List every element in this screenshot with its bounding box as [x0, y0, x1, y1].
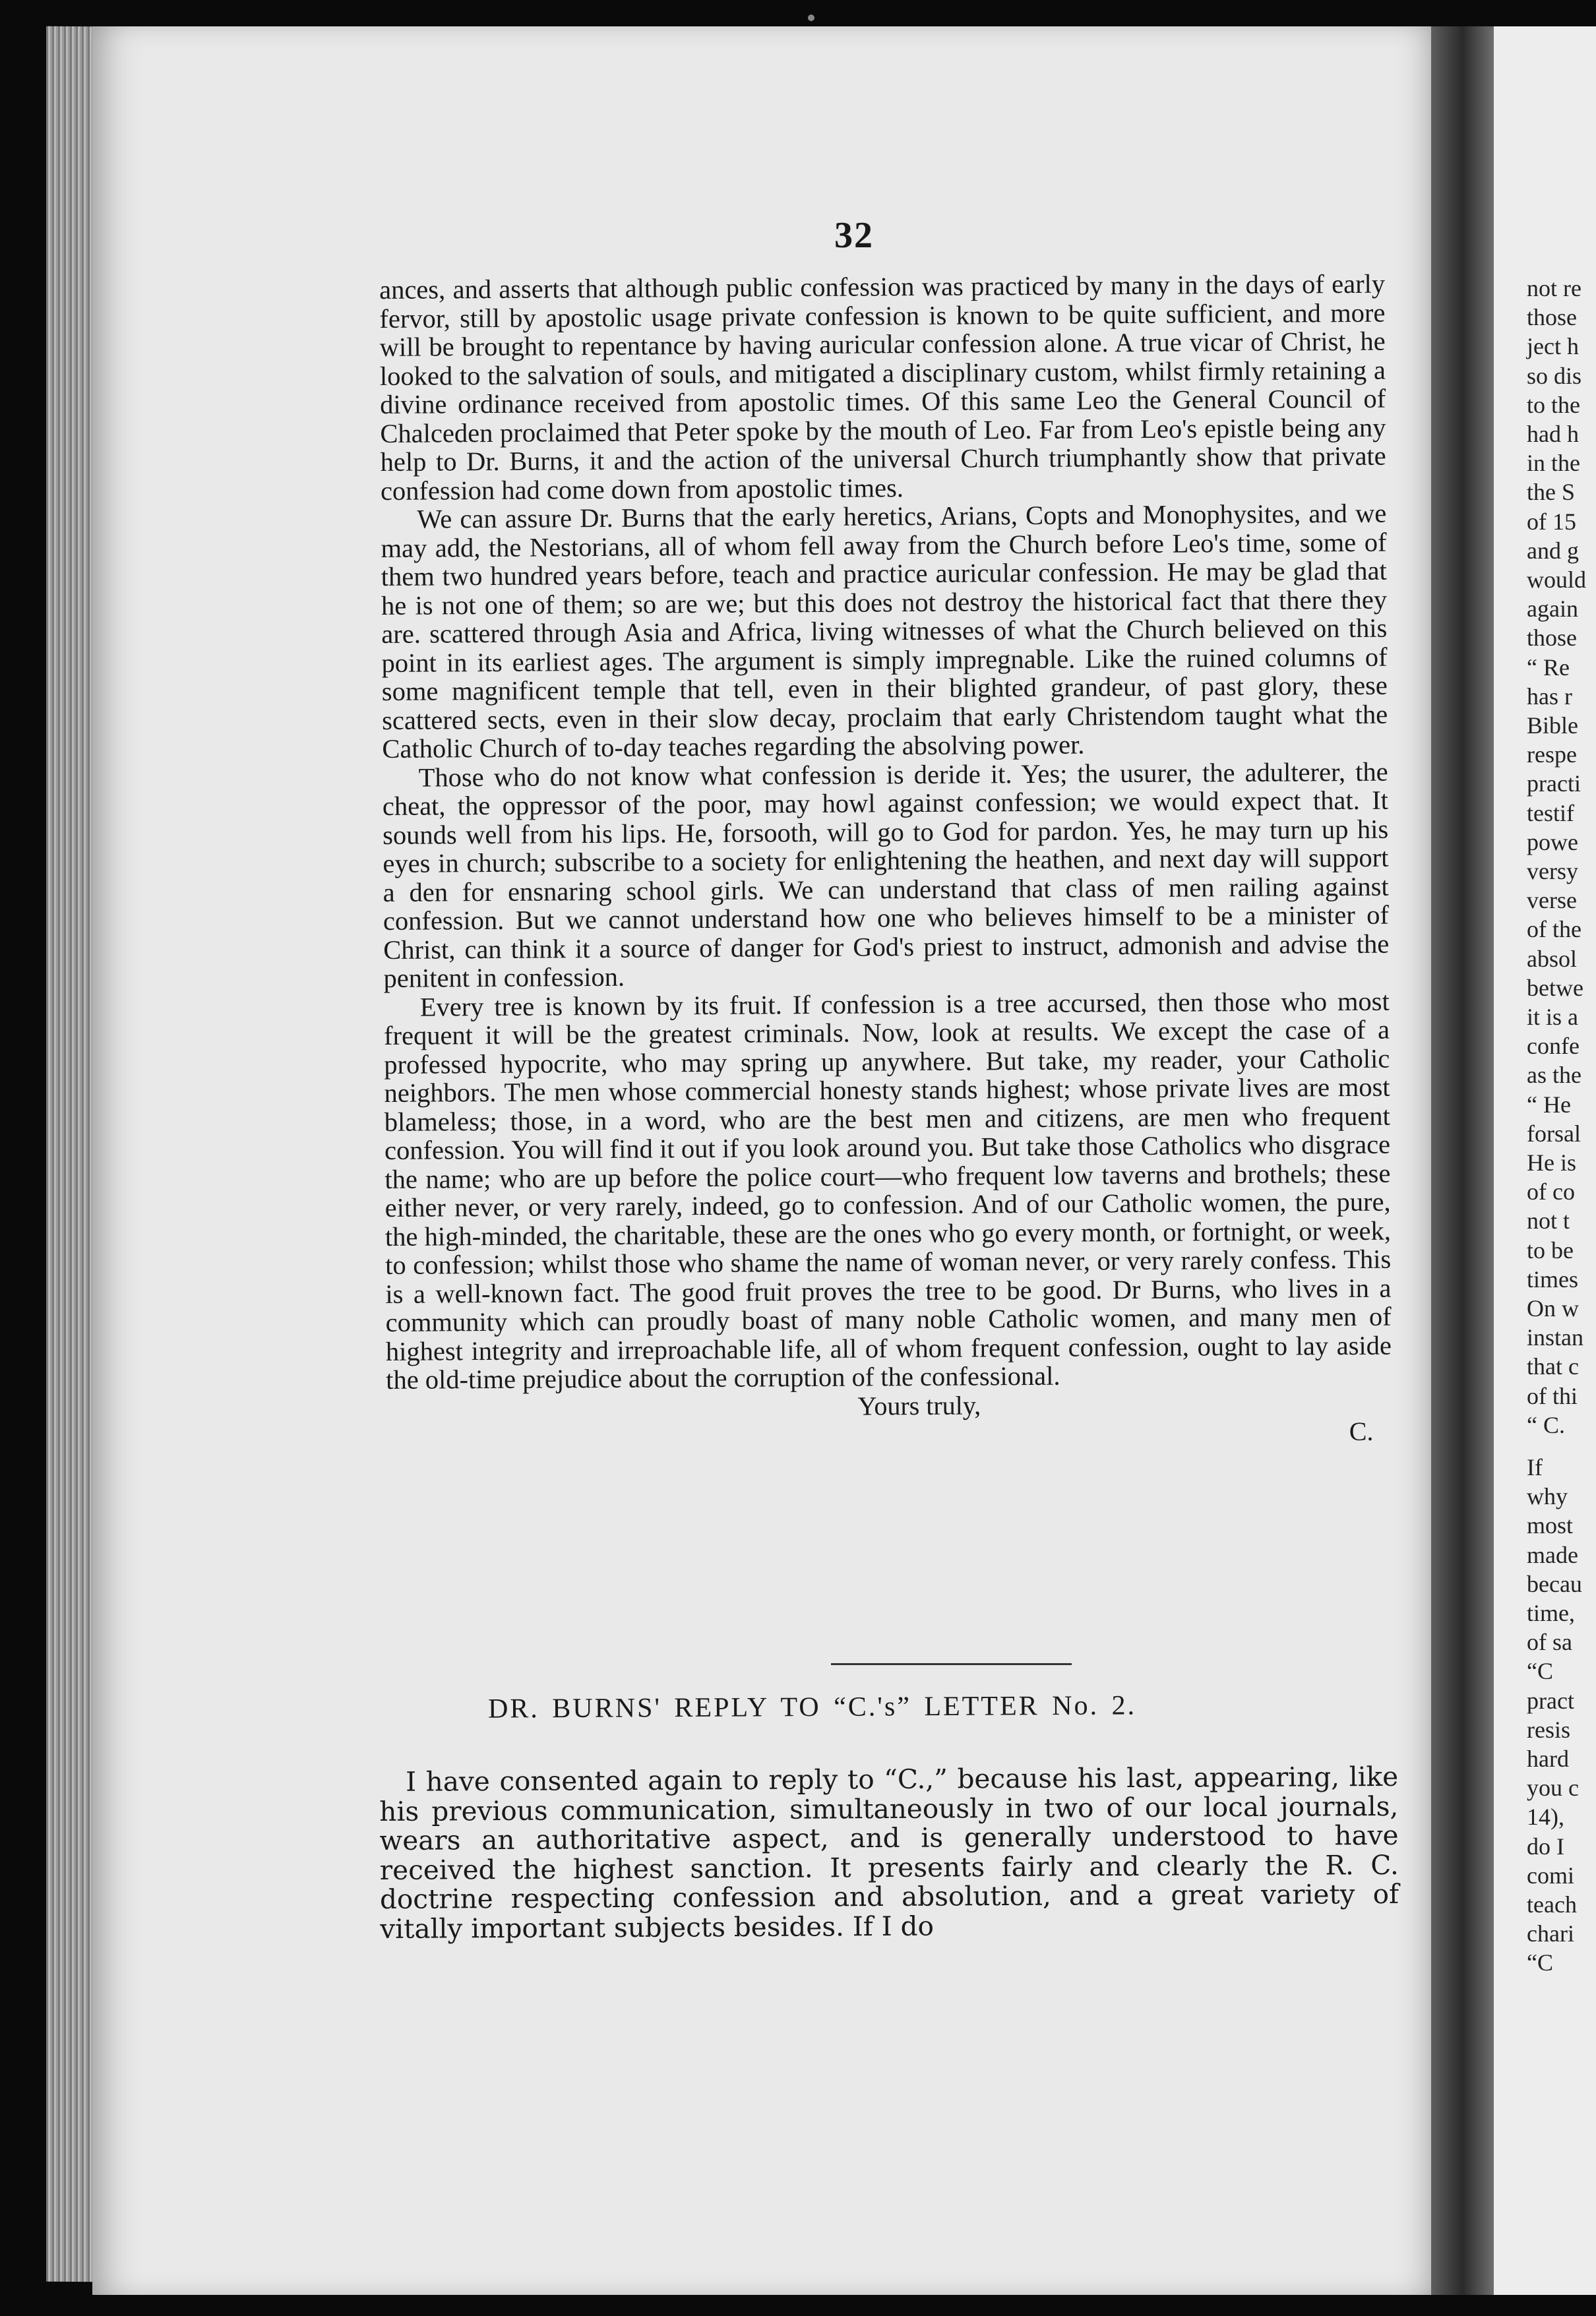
facing-page-line: has r: [1527, 683, 1572, 710]
letter-closing: Yours truly,: [857, 1389, 981, 1421]
facing-page-line: of 15: [1527, 508, 1576, 535]
facing-page-line: of thi: [1527, 1382, 1578, 1409]
facing-page-line: hard: [1527, 1746, 1569, 1772]
facing-page-line: testif: [1527, 799, 1574, 826]
facing-page-line: do I: [1527, 1833, 1564, 1860]
facing-page-line: pract: [1527, 1687, 1574, 1714]
letter-paragraph: ances, and asserts that although public confession was practiced by many in the days of early fervor, still by apostolic usage private confession is known to be quite sufficient, and more will be brought to repentance by having auricular confession alone. A true vicar of Christ, he looked to the salvation of souls, and mitigated a disciplinary custom, whilst firmly retaining a divine ordinance received from apostolic times. Of this same Leo the General Council of Chalceden proclaimed that Peter spoke by the mouth of Leo. Far from Leo's epistle being any help to Dr. Burns, it and the action of the universal Church triumphantly show that private confession had come down from apostolic times.: [379, 268, 1386, 506]
facing-page-line: “C: [1527, 1949, 1553, 1976]
facing-page-line: again: [1527, 595, 1578, 623]
facing-page-line: of sa: [1527, 1629, 1572, 1656]
facing-page: [1494, 26, 1596, 2295]
facing-page-line: those: [1527, 625, 1577, 652]
section-divider: [831, 1663, 1072, 1665]
letter-body: [379, 270, 1392, 1454]
facing-page-line: not t: [1527, 1207, 1570, 1234]
facing-page-line: powe: [1527, 828, 1578, 855]
facing-page-line: Bible: [1527, 712, 1578, 739]
facing-page-line: times: [1527, 1265, 1578, 1293]
facing-page-line: that c: [1527, 1353, 1579, 1380]
facing-page-line: He is: [1527, 1149, 1576, 1176]
facing-page-line: chari: [1527, 1920, 1574, 1947]
facing-page-line: On w: [1527, 1295, 1579, 1322]
facing-page-line: “C: [1527, 1658, 1553, 1685]
facing-page-line: confe: [1527, 1033, 1580, 1060]
facing-page-line: it is a: [1527, 1004, 1578, 1030]
facing-page-line: “ Re: [1527, 654, 1570, 681]
facing-page-line: in the: [1527, 450, 1580, 477]
facing-page-line: 14),: [1527, 1804, 1564, 1831]
facing-page-line: not re: [1527, 275, 1581, 301]
facing-page-line: you c: [1527, 1775, 1579, 1802]
facing-page-line: of the: [1527, 916, 1581, 943]
facing-page-line: to be: [1527, 1236, 1574, 1264]
letter-paragraph: Every tree is known by its fruit. If confession is a tree accursed, then those who most frequent it will be the greatest criminals. Now, look at results. We except the case of a professed hypocrite, who may spring up anywhere. But take, my reader, your Catholic neighbors. The men whose commercial honesty stands highest; whose private lives are most blameless; those, in a word, who are the best men and citizens, are men who frequent confession. You will find it out if you look around you. But take those Catholics who disgrace the name; who are up before the police court—who frequent low taverns and brothels; these either never, or very rarely, indeed, go to confession. And of our Catholic women, the pure, the high-minded, the charitable, these are the ones who go every month, or fortnight, or week, to confession; whilst those who shame the name of woman never, or very rarely confess. This is a well-known fact. The good fruit proves the tree to be good. Dr Burns, who lives in a community which can proudly boast of many noble Catholic women, and many men of highest integrity and irreproachable life, all of whom frequent confession, ought to lay aside the old-time prejudice about the corruption of the confessional.: [383, 986, 1392, 1395]
facing-page-line: becau: [1527, 1570, 1582, 1597]
facing-page-line: absol: [1527, 945, 1577, 972]
facing-page-line: If: [1527, 1454, 1543, 1480]
reply-heading: DR. BURNS' REPLY TO “C.'s” LETTER No. 2.: [487, 1690, 1137, 1724]
facing-page-line: of co: [1527, 1178, 1575, 1205]
facing-page-line: betwe: [1527, 974, 1583, 1001]
letter-paragraph: We can assure Dr. Burns that the early heretics, Arians, Copts and Monophysites, and we may add, the Nestorians, all of whom fell away from the Church before Leo's time, some of them two hundred years before, teach and practice auricular confession. He may be glad that he is not one of them; so are we; but this does not destroy the historical fact that there they are. scattered through Asia and Africa, living witnesses of what the Church believed on this point in its earliest ages. The argument is simply impregnable. Like the ruined columns of some magnificent temple that tell, even in their blighted grandeur, of past glory, these scattered sects, even in their slow decay, proclaim that early Christendom taught what the Catholic Church of to-day teaches regarding the absolving power.: [381, 498, 1388, 764]
facing-page-line: time,: [1527, 1600, 1575, 1626]
reply-paragraph: I have consented again to reply to “C.,” because his last, appearing, like his previous communication, simultaneously in two of our local journals, wears an authoritative aspect, and is generally understood to have received the highest sanction. It presents fairly and clearly the R. C. doctrine respecting confession and absolution, and a great variety of vitally important subjects besides. If I do: [379, 1760, 1399, 1945]
facing-page-line: practi: [1527, 770, 1581, 797]
facing-page-line: forsal: [1527, 1120, 1581, 1147]
letter-signoff: [386, 1388, 1392, 1453]
facing-page-line: resis: [1527, 1716, 1570, 1743]
book-gutter: [1431, 26, 1494, 2295]
facing-page-line: and g: [1527, 537, 1579, 564]
letter-signature: C.: [1349, 1416, 1374, 1446]
facing-page-line: so dis: [1527, 362, 1582, 389]
facing-page-line: to the: [1527, 391, 1580, 418]
page-number: 32: [834, 215, 874, 256]
facing-page-line: “ C.: [1527, 1411, 1565, 1438]
facing-page-line: most: [1527, 1512, 1574, 1539]
facing-page-line: as the: [1527, 1062, 1581, 1089]
facing-page-line: the S: [1527, 479, 1576, 506]
facing-page-line: “ He: [1527, 1091, 1571, 1118]
facing-page-line: had h: [1527, 421, 1579, 447]
letter-paragraph: Those who do not know what confession is deride it. Yes; the usurer, the adulterer, the cheat, the oppressor of the poor, may howl against confession; we would expect that. It sounds well from his lips. He, forsooth, will go to God for pardon. Yes, he may turn up his eyes in church; subscribe to a society for enlightening the heathen, and next day will support a den for ensnaring school girls. We can understand that class of men railing against confession. But we cannot understand how one who believes himself to be a minister of Christ, can think it a source of danger for God's priest to instruct, admonish and advise the penitent in confession.: [382, 756, 1390, 993]
reply-body: [379, 1762, 1399, 1943]
scan-speck: [808, 15, 814, 21]
facing-page-line: teach: [1527, 1891, 1577, 1918]
facing-page-line: comi: [1527, 1862, 1574, 1889]
facing-page-line: why: [1527, 1483, 1568, 1510]
facing-page-line: verse: [1527, 887, 1577, 914]
facing-page-line: respe: [1527, 741, 1577, 768]
facing-page-line: instan: [1527, 1324, 1583, 1351]
facing-page-line: those: [1527, 304, 1577, 331]
facing-page-line: ject h: [1527, 333, 1579, 360]
facing-page-line: would: [1527, 566, 1586, 593]
facing-page-line: made: [1527, 1541, 1578, 1568]
facing-page-line: versy: [1527, 858, 1578, 884]
